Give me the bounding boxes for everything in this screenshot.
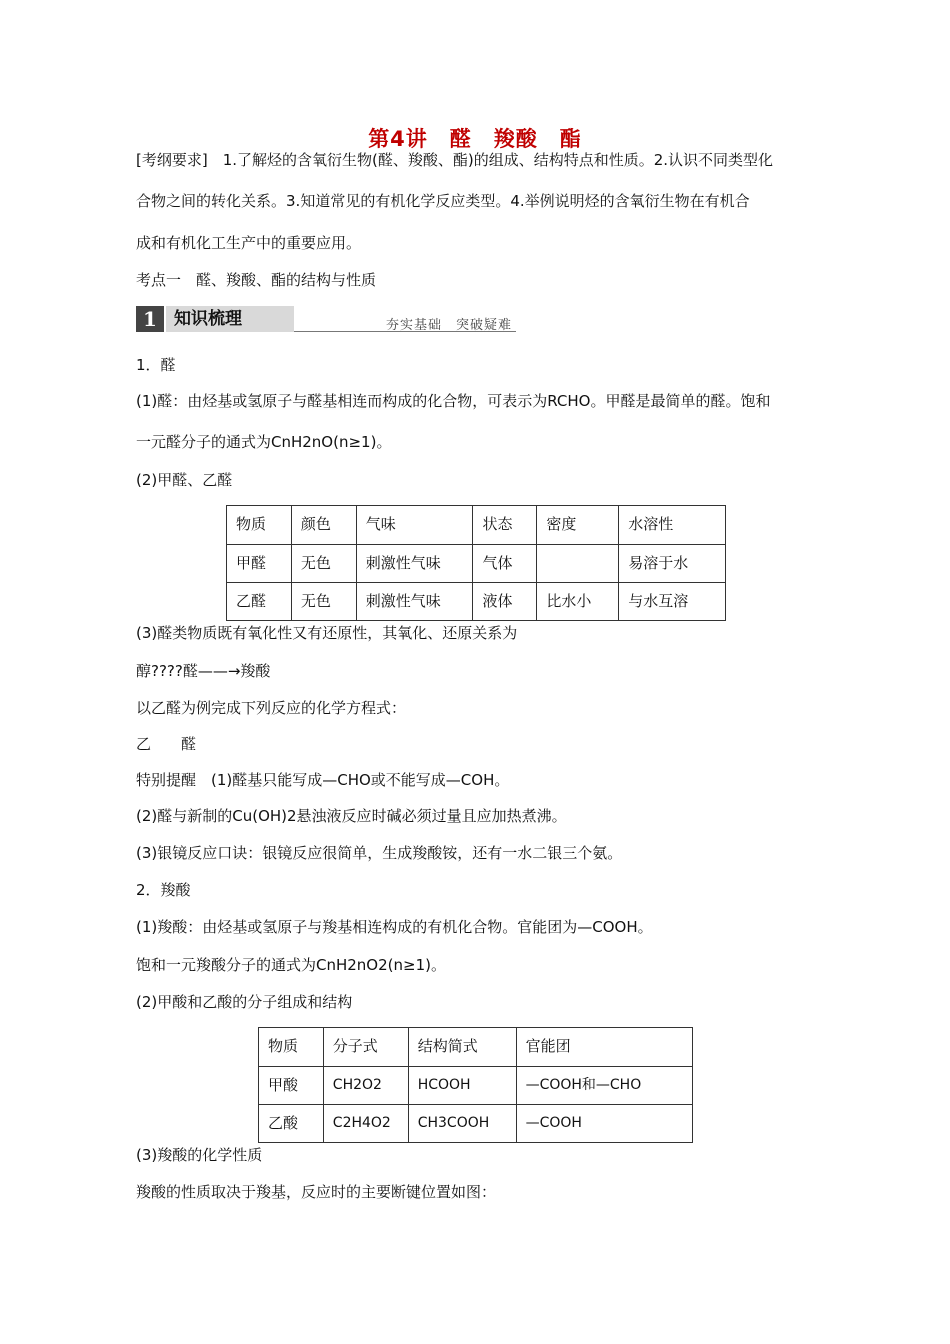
table-header-cell: 颜色 <box>300 515 331 533</box>
table-cell: 无色 <box>300 554 331 572</box>
table-row <box>259 1067 693 1105</box>
aldehyde-subheading-3: (3)醛类物质既有氧化性又有还原性，其氧化、还原关系为 <box>136 624 518 642</box>
table-cell: 与水互溶 <box>628 592 689 610</box>
table-cell: 乙醛 <box>236 592 267 610</box>
tip-1: 特别提醒 (1)醛基只能写成—CHO或不能写成—COH。 <box>136 771 510 789</box>
acid-subheading-2: (2)甲酸和乙酸的分子组成和结构 <box>136 993 353 1011</box>
table-header-cell: 状态 <box>482 515 513 533</box>
tip-2: (2)醛与新制的Cu(OH)2悬浊液反应时碱必须过量且应加热煮沸。 <box>136 807 567 825</box>
acid-table <box>258 1027 693 1143</box>
table-cell: 易溶于水 <box>628 554 689 572</box>
table-cell: 无色 <box>300 592 331 610</box>
table-cell <box>546 545 618 553</box>
aldehyde-heading: 1．醛 <box>136 356 176 374</box>
redox-relation: 醇????醛——→羧酸 <box>136 662 271 680</box>
example-intro: 以乙醛为例完成下列反应的化学方程式： <box>136 699 407 717</box>
page-title: 第4讲 醛 羧酸 酯 <box>368 127 582 151</box>
table-cell: 甲醛 <box>236 554 267 572</box>
aldehyde-table <box>226 505 726 621</box>
knowledge-banner <box>136 306 516 334</box>
acid-subheading-3: (3)羧酸的化学性质 <box>136 1146 263 1164</box>
table-cell: CH2O2 <box>332 1077 382 1093</box>
table-header-cell: 密度 <box>546 515 577 533</box>
table-cell: 甲酸 <box>268 1076 299 1094</box>
table-cell: CH3COOH <box>417 1115 490 1131</box>
tip-3: (3)银镜反应口诀：银镜反应很简单，生成羧酸铵，还有一水二银三个氨。 <box>136 844 623 862</box>
table-cell: C2H4O2 <box>332 1115 391 1131</box>
table-header-cell: 物质 <box>236 515 267 533</box>
table-cell: —COOH和—CHO <box>525 1077 642 1093</box>
table-header-cell: 结构简式 <box>417 1037 478 1055</box>
table-header-row <box>259 1028 693 1067</box>
section-heading: 考点一 醛、羧酸、酯的结构与性质 <box>136 271 377 289</box>
aldehyde-definition-1: (1)醛：由烃基或氢原子与醛基相连而构成的化合物，可表示为RCHO。甲醛是最简单的醛。饱和 <box>136 392 771 410</box>
table-row <box>227 583 726 621</box>
banner-subtitle: 夯实基础 突破疑难 <box>386 318 513 333</box>
acid-definition-2: 饱和一元羧酸分子的通式为CnH2nO2(n≥1)。 <box>136 956 446 974</box>
table-cell: 刺激性气味 <box>365 554 441 572</box>
table-row <box>259 1105 693 1143</box>
acid-properties-text: 羧酸的性质取决于羧基，反应时的主要断键位置如图： <box>136 1183 497 1201</box>
table-cell: 液体 <box>482 592 513 610</box>
table-cell: 乙酸 <box>268 1114 299 1132</box>
table-header-cell: 气味 <box>365 515 396 533</box>
table-cell: 气体 <box>482 554 513 572</box>
acid-definition-1: (1)羧酸：由烃基或氢原子与羧基相连构成的有机化合物。官能团为—COOH。 <box>136 918 653 936</box>
requirements-line-1: [考纲要求] 1.了解烃的含氧衍生物(醛、羧酸、酯)的组成、结构特点和性质。2.认识不同类型化 <box>136 151 774 169</box>
table-row <box>227 545 726 583</box>
table-cell: 比水小 <box>546 592 592 610</box>
requirements-line-2: 合物之间的转化关系。3.知道常见的有机化学反应类型。4.举例说明烃的含氧衍生物在有机合 <box>136 192 750 210</box>
banner-label: 知识梳理 <box>166 306 294 332</box>
aldehyde-subheading-2: (2)甲醛、乙醛 <box>136 471 233 489</box>
table-header-cell: 水溶性 <box>628 515 674 533</box>
banner-number: 1 <box>136 306 164 332</box>
table-cell: —COOH <box>525 1115 582 1131</box>
table-header-cell: 分子式 <box>332 1037 378 1055</box>
table-header-cell: 官能团 <box>525 1037 571 1055</box>
acid-heading: 2．羧酸 <box>136 881 191 899</box>
aldehyde-definition-2: 一元醛分子的通式为CnH2nO(n≥1)。 <box>136 433 392 451</box>
table-header-row <box>227 506 726 545</box>
table-cell: 刺激性气味 <box>365 592 441 610</box>
table-header-cell: 物质 <box>268 1037 299 1055</box>
example-label: 乙 醛 <box>136 735 197 753</box>
table-cell: HCOOH <box>417 1077 471 1093</box>
requirements-line-3: 成和有机化工生产中的重要应用。 <box>136 234 362 252</box>
